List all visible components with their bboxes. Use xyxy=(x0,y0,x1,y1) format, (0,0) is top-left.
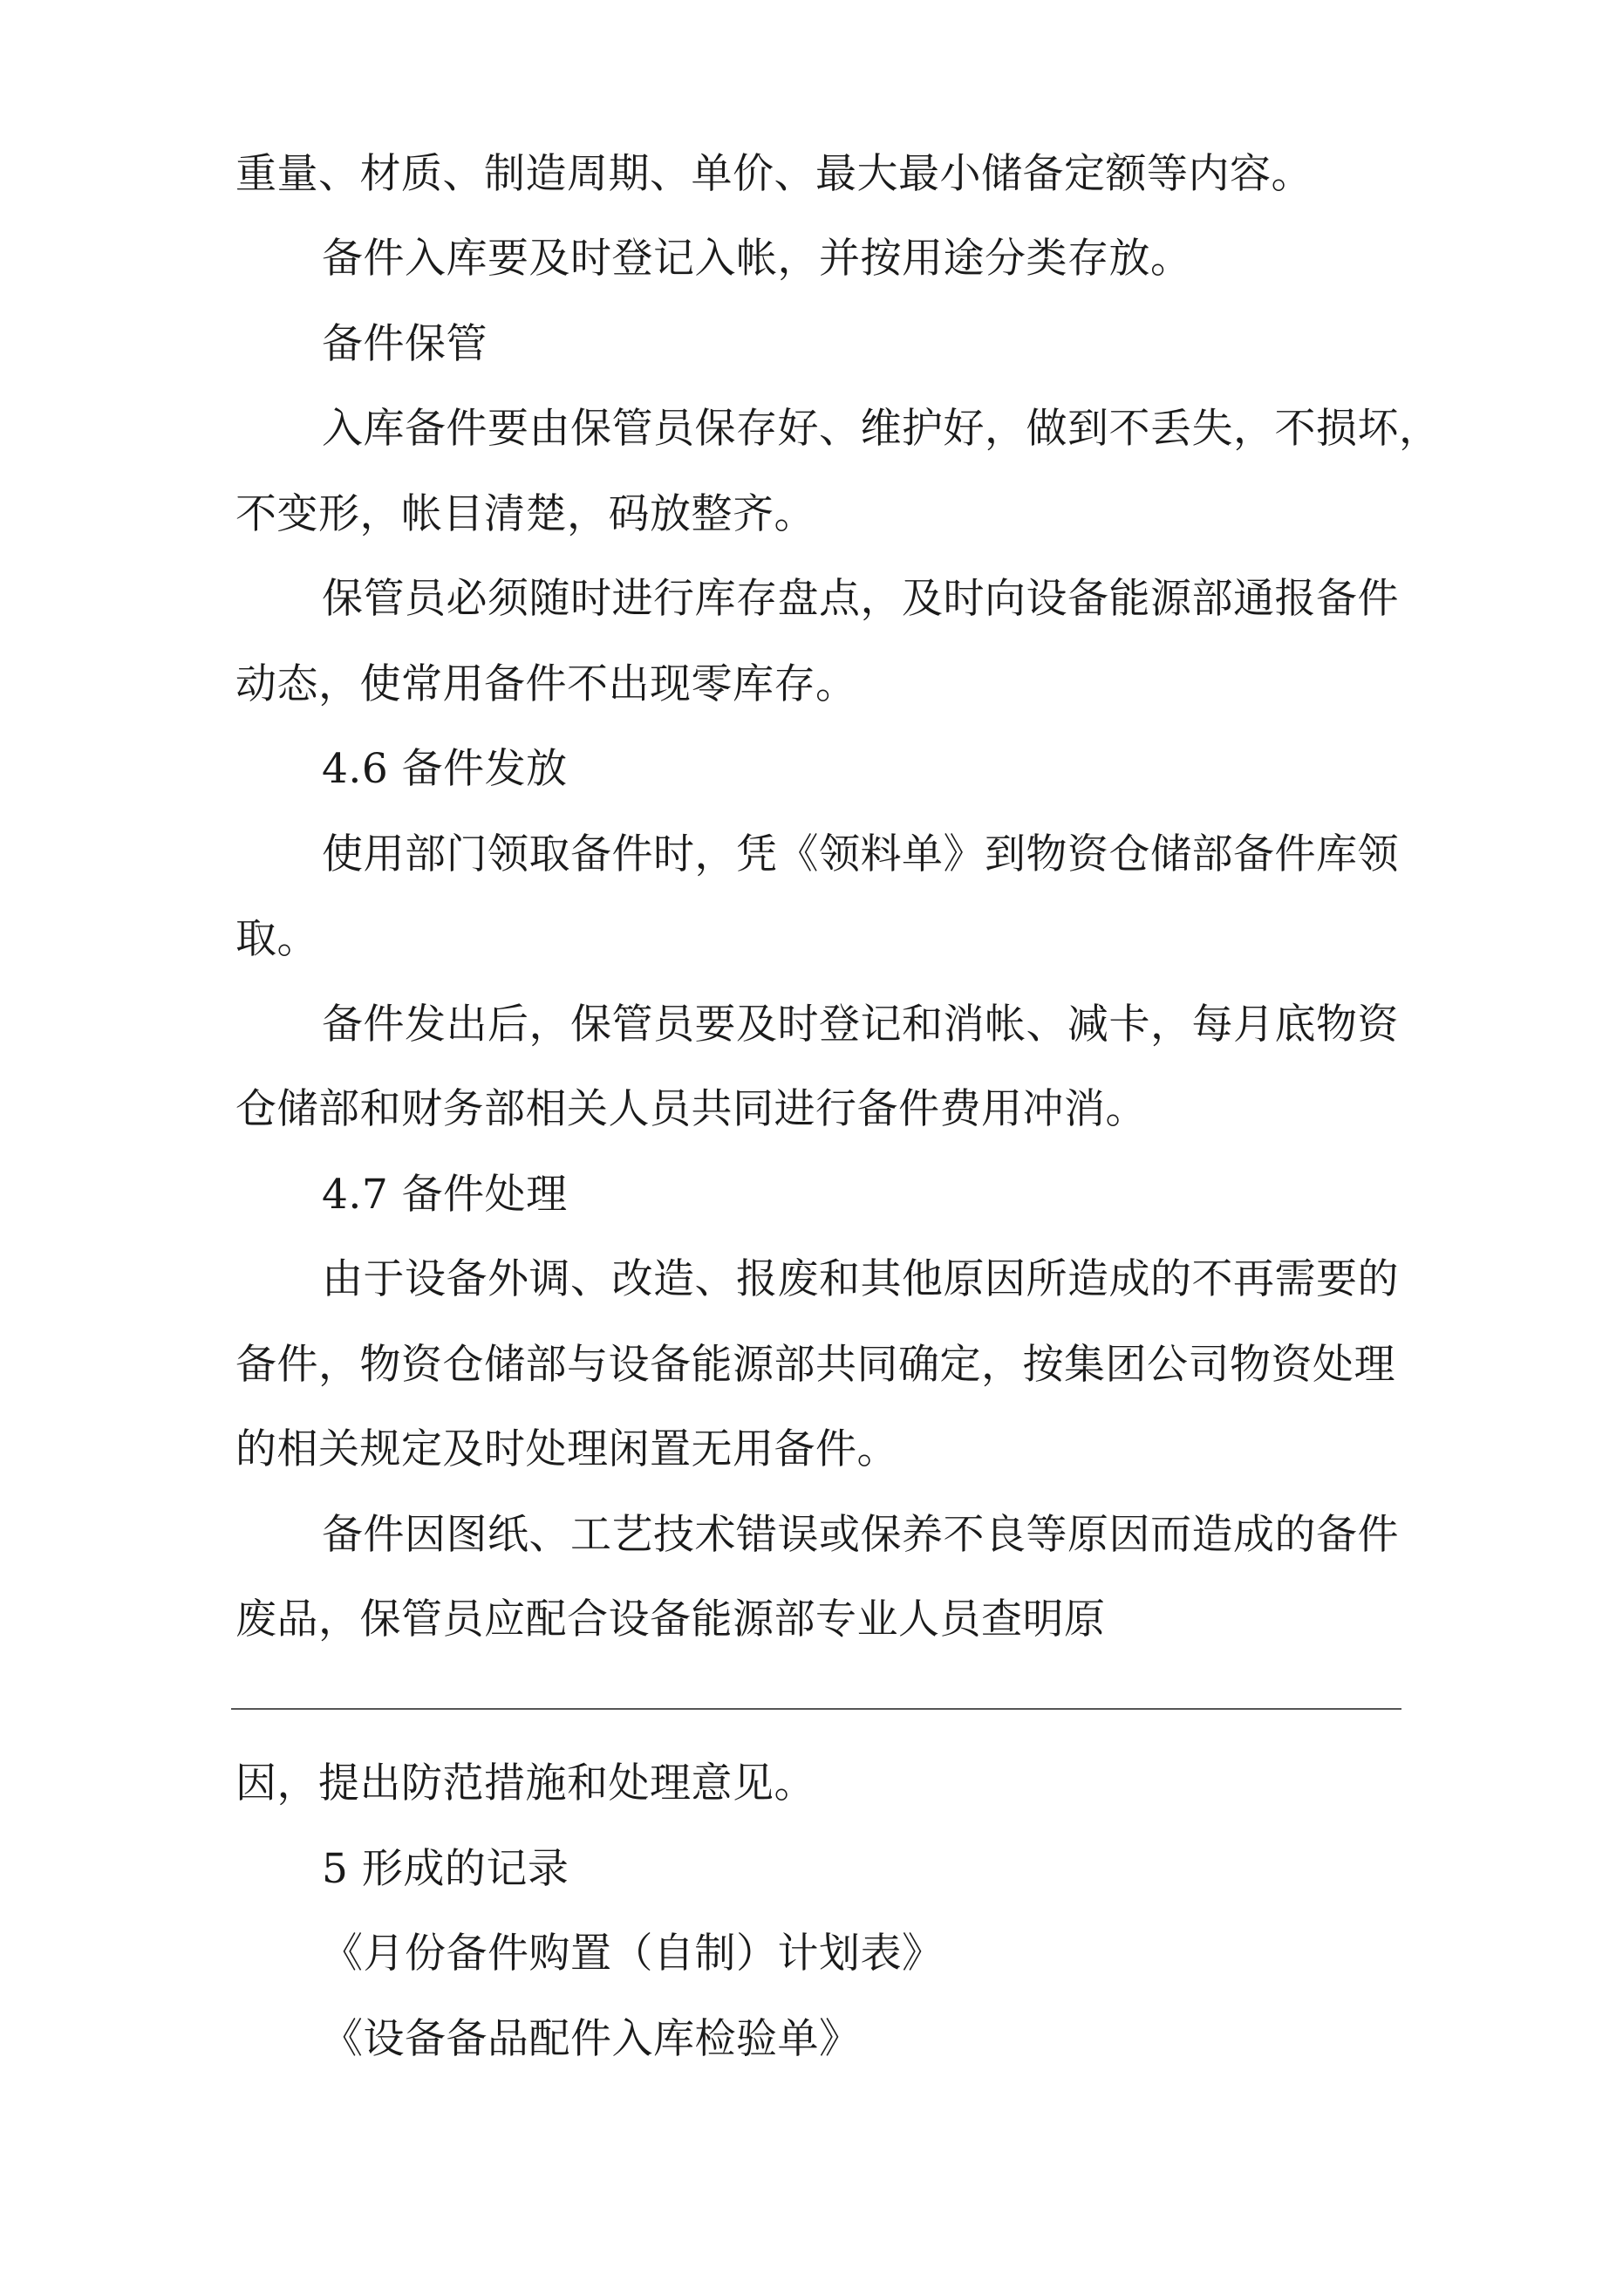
text-line: 保管员必须随时进行库存盘点，及时向设备能源部通报备件 xyxy=(322,575,1399,623)
text-line: 动态，使常用备件不出现零库存。 xyxy=(235,660,857,708)
section-heading: 4.6 备件发放 xyxy=(322,745,568,793)
text-line: 重量、材质、制造周期、单价、最大最小储备定额等内容。 xyxy=(235,150,1313,198)
text-line: 备件发出后，保管员要及时登记和消帐、减卡，每月底物资 xyxy=(322,1001,1399,1049)
section-heading: 备件保管 xyxy=(322,320,488,368)
text-line: 由于设备外调、改造、报废和其他原因所造成的不再需要的 xyxy=(322,1255,1399,1303)
text-line: 不变形，帐目清楚，码放整齐。 xyxy=(235,490,815,538)
text-line: 使用部门领取备件时，凭《领料单》到物资仓储部备件库领 xyxy=(322,830,1399,878)
text-line: 备件，物资仓储部与设备能源部共同确定，按集团公司物资处理 xyxy=(235,1341,1395,1389)
text-line: 因，提出防范措施和处理意见。 xyxy=(235,1760,815,1807)
text-line: 备件入库要及时登记入帐，并按用途分类存放。 xyxy=(322,235,1192,283)
text-line: 取。 xyxy=(235,915,318,963)
page-break-divider xyxy=(231,1708,1401,1710)
section-heading: 4.7 备件处理 xyxy=(322,1171,568,1219)
section-heading: 5 形成的记录 xyxy=(322,1845,569,1893)
text-line: 仓储部和财务部相关人员共同进行备件费用冲消。 xyxy=(235,1085,1147,1133)
text-line: 废品，保管员应配合设备能源部专业人员查明原 xyxy=(235,1596,1106,1643)
text-line: 备件因图纸、工艺技术错误或保养不良等原因而造成的备件 xyxy=(322,1511,1399,1559)
record-item: 《设备备品配件入库检验单》 xyxy=(322,2015,861,2063)
record-item: 《月份备件购置（自制）计划表》 xyxy=(322,1930,944,1978)
text-line: 入库备件要由保管员保存好、维护好，做到不丢失，不损坏， xyxy=(322,405,1441,453)
text-line: 的相关规定及时处理闲置无用备件。 xyxy=(235,1425,898,1473)
